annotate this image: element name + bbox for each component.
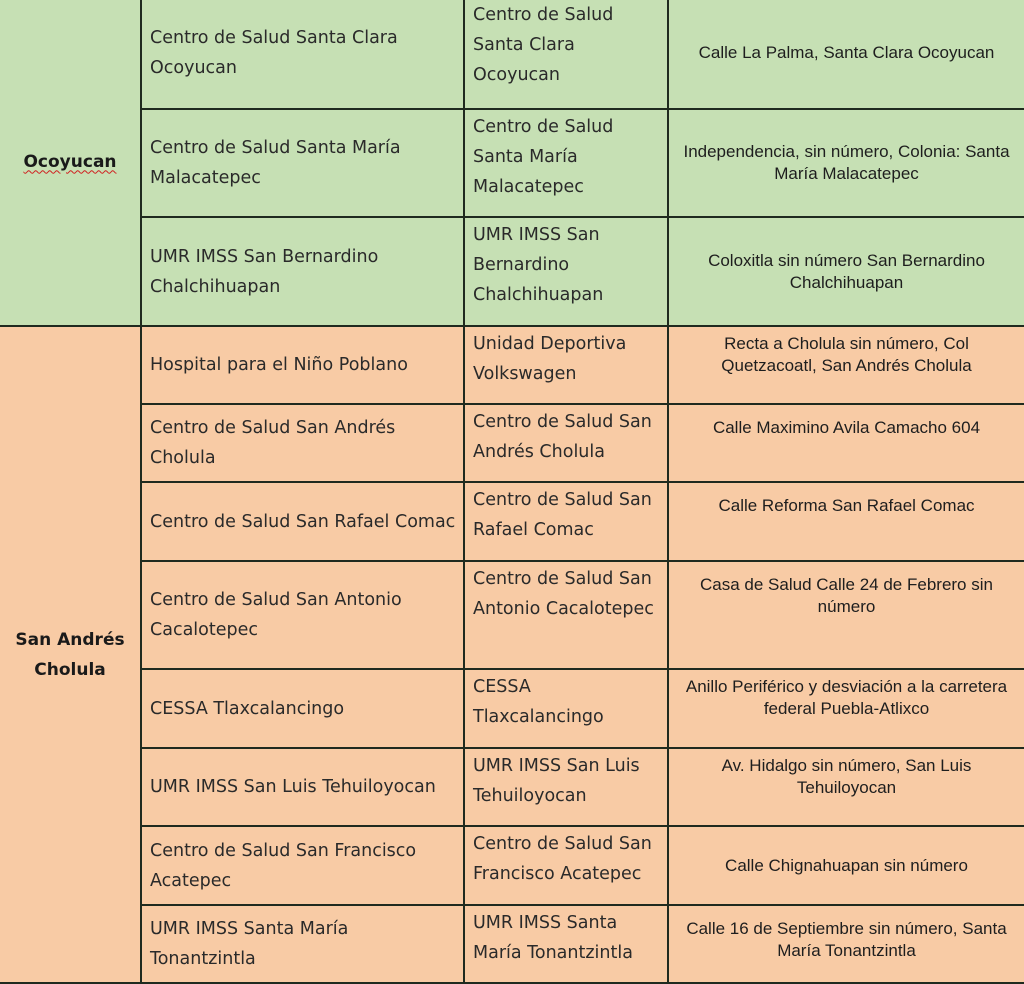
table-row <box>0 561 1024 669</box>
municipality-label: San Andrés Cholula <box>15 629 125 680</box>
address-cell: Calle Maximino Avila Camacho 604 <box>668 404 1024 482</box>
address-cell: Calle Reforma San Rafael Comac <box>668 482 1024 561</box>
address-cell: Recta a Cholula sin número, Col Quetzacoatl, San Andrés Cholula <box>668 326 1024 404</box>
unit-cell: UMR IMSS San Bernardino Chalchihuapan <box>141 217 464 326</box>
unit-cell: Centro de Salud Santa Clara Ocoyucan <box>141 0 464 109</box>
unit-cell: Hospital para el Niño Poblano <box>141 326 464 404</box>
address-cell: Coloxitla sin número San Bernardino Chalchihuapan <box>668 217 1024 326</box>
table-row <box>0 0 1024 109</box>
venue-cell: CESSA Tlaxcalancingo <box>464 669 668 748</box>
table-row <box>0 109 1024 217</box>
address-cell: Calle La Palma, Santa Clara Ocoyucan <box>668 0 1024 109</box>
table-row <box>0 826 1024 905</box>
venue-cell: UMR IMSS San Luis Tehuiloyocan <box>464 748 668 826</box>
address-cell: Av. Hidalgo sin número, San Luis Tehuiloyocan <box>668 748 1024 826</box>
table-row <box>0 669 1024 748</box>
address-cell: Casa de Salud Calle 24 de Febrero sin número <box>668 561 1024 669</box>
municipality-cell <box>0 326 141 983</box>
address-cell: Calle Chignahuapan sin número <box>668 826 1024 905</box>
venue-cell: Centro de Salud San Rafael Comac <box>464 482 668 561</box>
municipality-cell <box>0 0 141 326</box>
venue-cell: UMR IMSS Santa María Tonantzintla <box>464 905 668 983</box>
venue-cell: Centro de Salud San Andrés Cholula <box>464 404 668 482</box>
address-cell: Calle 16 de Septiembre sin número, Santa María Tonantzintla <box>668 905 1024 983</box>
unit-cell: UMR IMSS Santa María Tonantzintla <box>141 905 464 983</box>
unit-cell: CESSA Tlaxcalancingo <box>141 669 464 748</box>
venue-cell: UMR IMSS San Bernardino Chalchihuapan <box>464 217 668 326</box>
table-row <box>0 905 1024 983</box>
municipality-label: Ocoyucan <box>23 151 117 172</box>
venue-cell: Centro de Salud San Francisco Acatepec <box>464 826 668 905</box>
venue-cell: Centro de Salud San Antonio Cacalotepec <box>464 561 668 669</box>
address-cell: Anillo Periférico y desviación a la carretera federal Puebla-Atlixco <box>668 669 1024 748</box>
table-row <box>0 217 1024 326</box>
address-cell: Independencia, sin número, Colonia: Santa María Malacatepec <box>668 109 1024 217</box>
unit-cell: Centro de Salud San Antonio Cacalotepec <box>141 561 464 669</box>
unit-cell: Centro de Salud San Francisco Acatepec <box>141 826 464 905</box>
unit-cell: Centro de Salud Santa María Malacatepec <box>141 109 464 217</box>
unit-cell: UMR IMSS San Luis Tehuiloyocan <box>141 748 464 826</box>
venue-cell: Centro de Salud Santa María Malacatepec <box>464 109 668 217</box>
unit-cell: Centro de Salud San Rafael Comac <box>141 482 464 561</box>
table-row <box>0 404 1024 482</box>
venue-cell: Centro de Salud Santa Clara Ocoyucan <box>464 0 668 109</box>
unit-cell: Centro de Salud San Andrés Cholula <box>141 404 464 482</box>
table-row <box>0 482 1024 561</box>
table-row <box>0 748 1024 826</box>
table-row <box>0 326 1024 404</box>
venue-cell: Unidad Deportiva Volkswagen <box>464 326 668 404</box>
